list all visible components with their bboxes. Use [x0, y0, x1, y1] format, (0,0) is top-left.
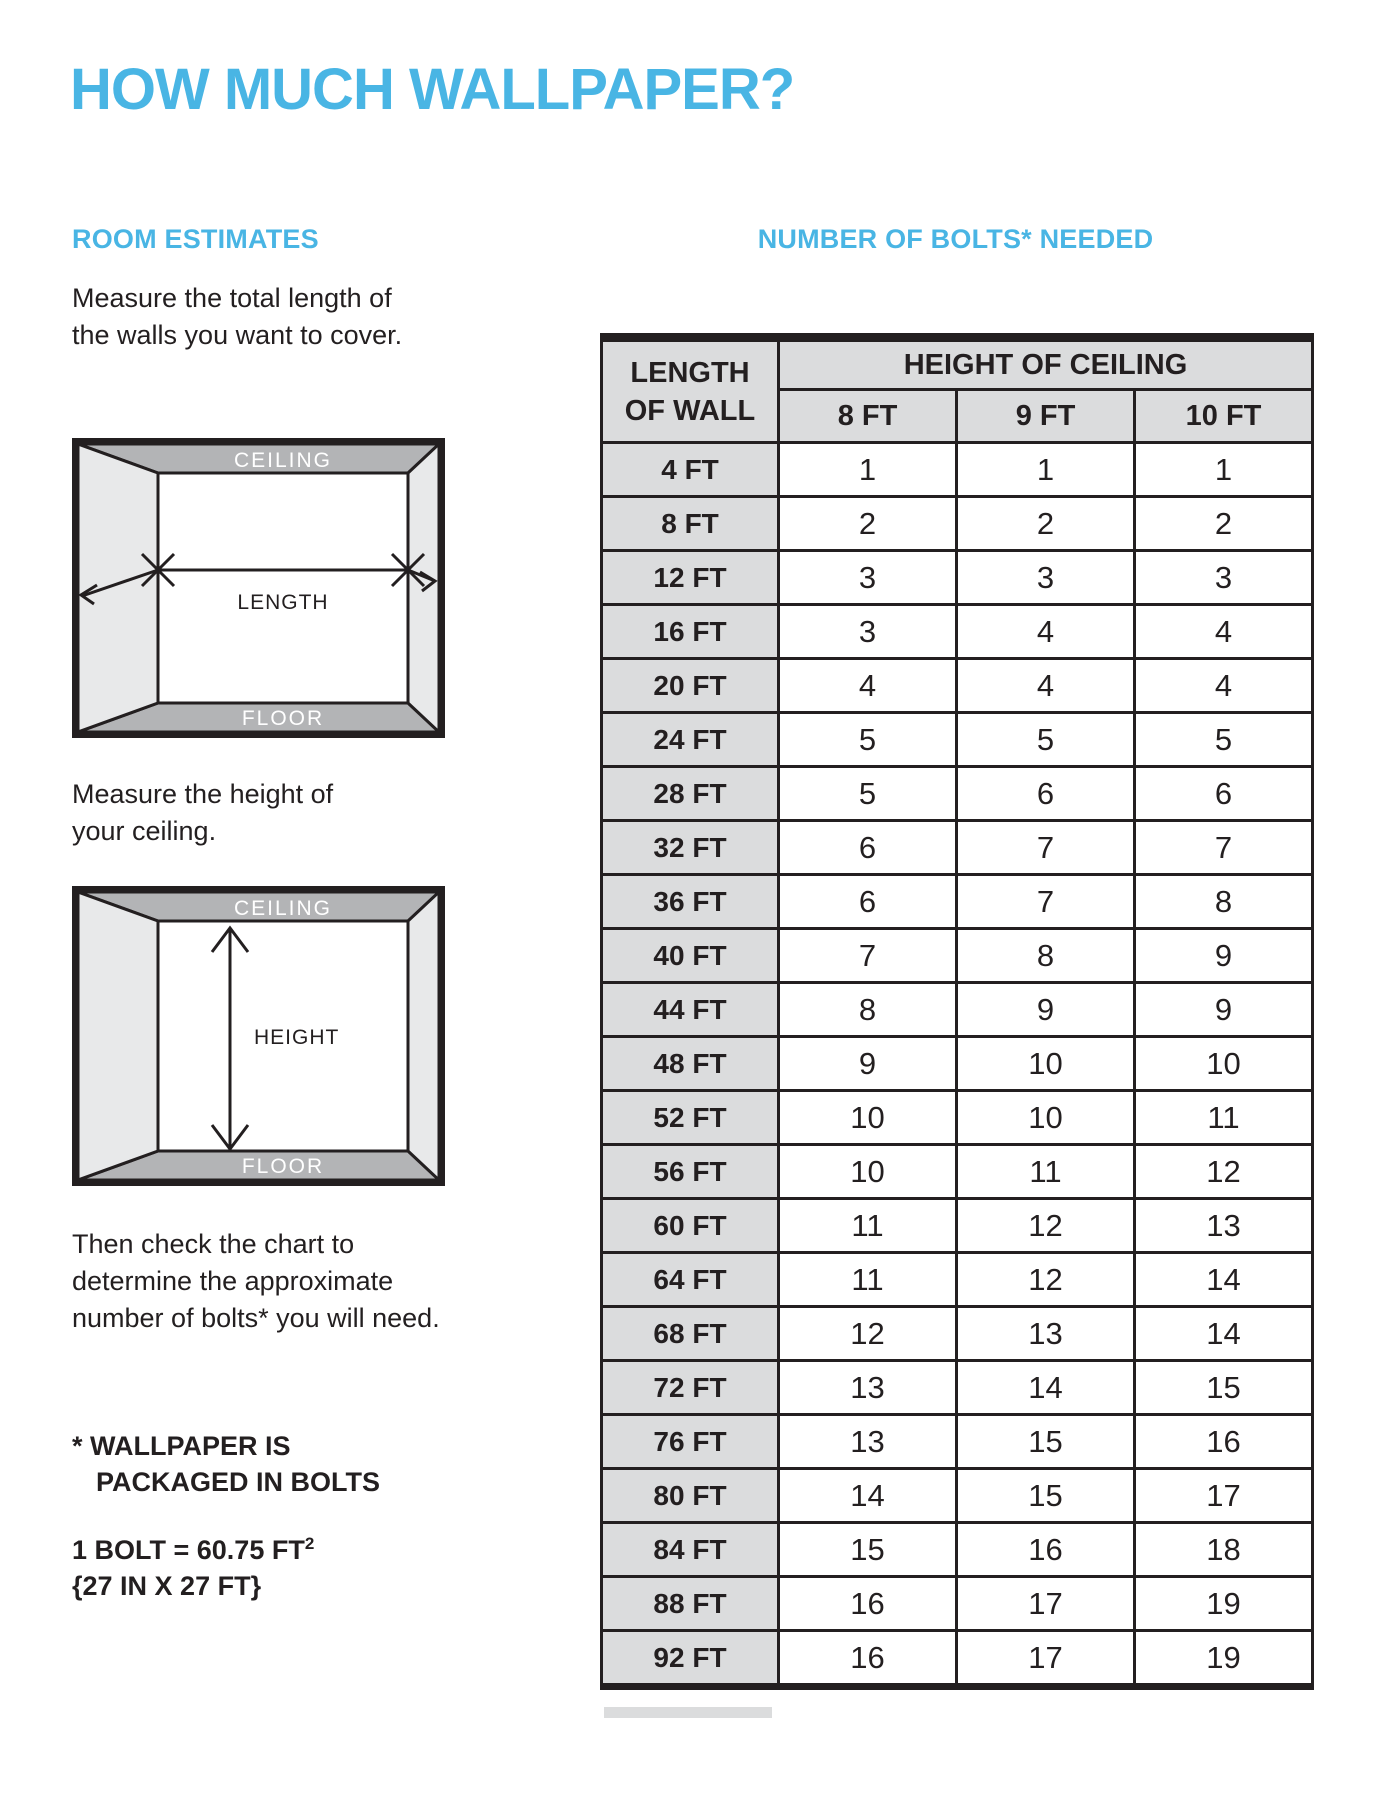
- table-bottom-sliver: [604, 1707, 772, 1718]
- ceiling-10ft-header: 10 FT: [1135, 390, 1313, 443]
- instruction-measure-height: [72, 776, 333, 850]
- table-row: [602, 1091, 1313, 1145]
- instruction-line: Measure the total length of: [72, 283, 392, 313]
- wall-length-cell: 64 FT: [602, 1253, 779, 1307]
- bolt-count-cell: 8: [957, 929, 1135, 983]
- wall-length-cell: 36 FT: [602, 875, 779, 929]
- wall-length-cell: 72 FT: [602, 1361, 779, 1415]
- bolt-count-cell: 4: [1135, 659, 1313, 713]
- bolt-count-cell: 13: [957, 1307, 1135, 1361]
- bolt-count-cell: 9: [1135, 983, 1313, 1037]
- bolt-count-cell: 4: [1135, 605, 1313, 659]
- footnote-line: * WALLPAPER IS: [72, 1431, 291, 1461]
- table-row: [602, 1145, 1313, 1199]
- bolt-count-cell: 16: [1135, 1415, 1313, 1469]
- bolt-count-cell: 5: [779, 713, 957, 767]
- bolt-count-cell: 11: [779, 1199, 957, 1253]
- bolt-count-cell: 10: [957, 1091, 1135, 1145]
- bolt-count-cell: 10: [779, 1145, 957, 1199]
- bolt-count-cell: 3: [779, 605, 957, 659]
- table-row: [602, 713, 1313, 767]
- bolt-count-cell: 1: [957, 443, 1135, 497]
- bolt-count-cell: 10: [779, 1091, 957, 1145]
- bolt-count-cell: 16: [957, 1523, 1135, 1577]
- bolt-count-cell: 19: [1135, 1631, 1313, 1687]
- bolt-count-cell: 7: [779, 929, 957, 983]
- instruction-line: the walls you want to cover.: [72, 320, 403, 350]
- table-row: [602, 659, 1313, 713]
- bolt-count-cell: 12: [957, 1199, 1135, 1253]
- table-row: [602, 1577, 1313, 1631]
- bolt-count-cell: 16: [779, 1577, 957, 1631]
- squared-superscript: 2: [304, 1534, 315, 1553]
- header-line: OF WALL: [624, 394, 756, 427]
- wall-length-cell: 40 FT: [602, 929, 779, 983]
- table-row: [602, 1631, 1313, 1687]
- back-wall-surface: [158, 473, 408, 703]
- wall-length-cell: 20 FT: [602, 659, 779, 713]
- bolt-count-cell: 5: [1135, 713, 1313, 767]
- bolt-size-text: 1 BOLT = 60.75 FT: [72, 1535, 305, 1565]
- wall-length-cell: 52 FT: [602, 1091, 779, 1145]
- bolt-count-cell: 5: [779, 767, 957, 821]
- wall-length-cell: 4 FT: [602, 443, 779, 497]
- bolt-count-cell: 18: [1135, 1523, 1313, 1577]
- bolt-count-cell: 13: [779, 1361, 957, 1415]
- wall-length-cell: 28 FT: [602, 767, 779, 821]
- instruction-line: Measure the height of: [72, 779, 334, 809]
- bolt-count-cell: 5: [957, 713, 1135, 767]
- bolt-count-cell: 11: [779, 1253, 957, 1307]
- table-row: [602, 1253, 1313, 1307]
- bolt-count-cell: 17: [957, 1577, 1135, 1631]
- bolt-table-head: [602, 338, 1313, 443]
- bolt-count-cell: 12: [1135, 1145, 1313, 1199]
- ceiling-label: CEILING: [233, 897, 333, 920]
- table-header-row: [602, 338, 1313, 390]
- bolt-size-line: {27 IN X 27 FT}: [72, 1571, 262, 1601]
- ceiling-9ft-header: 9 FT: [957, 390, 1135, 443]
- table-row: [602, 605, 1313, 659]
- wall-length-cell: 56 FT: [602, 1145, 779, 1199]
- bolt-count-cell: 14: [779, 1469, 957, 1523]
- wall-length-cell: 24 FT: [602, 713, 779, 767]
- bolt-count-cell: 3: [957, 551, 1135, 605]
- bolt-count-cell: 7: [957, 875, 1135, 929]
- bolt-count-cell: 9: [1135, 929, 1313, 983]
- wall-length-cell: 8 FT: [602, 497, 779, 551]
- wall-length-cell: 32 FT: [602, 821, 779, 875]
- bolt-count-cell: 14: [1135, 1253, 1313, 1307]
- table-row: [602, 551, 1313, 605]
- bolt-count-cell: 13: [779, 1415, 957, 1469]
- table-row: [602, 983, 1313, 1037]
- bolt-size-info: [72, 1526, 314, 1604]
- instruction-line: number of bolts* you will need.: [72, 1303, 440, 1333]
- bolts-footnote: [72, 1428, 380, 1500]
- instruction-check-chart: [72, 1226, 440, 1337]
- bolt-count-cell: 13: [1135, 1199, 1313, 1253]
- instruction-line: Then check the chart to: [72, 1229, 355, 1259]
- bolt-size-line: [72, 1526, 314, 1568]
- wall-length-cell: 88 FT: [602, 1577, 779, 1631]
- table-row: [602, 1469, 1313, 1523]
- footnote-line: PACKAGED IN BOLTS: [96, 1467, 381, 1497]
- room-length-diagram: [72, 438, 445, 738]
- table-row: [602, 497, 1313, 551]
- bolt-count-cell: 14: [1135, 1307, 1313, 1361]
- bolt-count-cell: 8: [779, 983, 957, 1037]
- wall-length-cell: 92 FT: [602, 1631, 779, 1687]
- left-wall-surface: [78, 892, 158, 1180]
- bolt-count-cell: 6: [957, 767, 1135, 821]
- wall-length-cell: 80 FT: [602, 1469, 779, 1523]
- bolt-count-cell: 15: [957, 1469, 1135, 1523]
- bolt-count-cell: 10: [957, 1037, 1135, 1091]
- table-row: [602, 1415, 1313, 1469]
- bolt-count-cell: 7: [1135, 821, 1313, 875]
- floor-label: FLOOR: [241, 1155, 325, 1178]
- table-row: [602, 1037, 1313, 1091]
- ceiling-8ft-header: 8 FT: [779, 390, 957, 443]
- ceiling-label: CEILING: [233, 449, 333, 472]
- bolt-count-cell: 14: [957, 1361, 1135, 1415]
- wall-length-cell: 84 FT: [602, 1523, 779, 1577]
- table-row: [602, 1307, 1313, 1361]
- bolt-count-cell: 15: [1135, 1361, 1313, 1415]
- bolt-count-cell: 3: [1135, 551, 1313, 605]
- bolt-count-cell: 4: [957, 659, 1135, 713]
- room-height-diagram: [72, 886, 445, 1186]
- room-estimates-heading: ROOM ESTIMATES: [72, 224, 319, 254]
- bolt-count-cell: 2: [957, 497, 1135, 551]
- bolt-count-cell: 4: [957, 605, 1135, 659]
- page-title: HOW MUCH WALLPAPER?: [70, 57, 795, 122]
- bolt-count-cell: 3: [779, 551, 957, 605]
- right-wall-surface: [408, 892, 439, 1180]
- wall-length-cell: 48 FT: [602, 1037, 779, 1091]
- bolt-count-cell: 7: [957, 821, 1135, 875]
- header-line: LENGTH: [630, 356, 750, 389]
- wall-length-cell: 76 FT: [602, 1415, 779, 1469]
- table-row: [602, 929, 1313, 983]
- table-row: [602, 1523, 1313, 1577]
- bolt-count-cell: 17: [1135, 1469, 1313, 1523]
- instruction-line: your ceiling.: [72, 816, 217, 846]
- bolt-count-cell: 1: [1135, 443, 1313, 497]
- height-of-ceiling-header: HEIGHT OF CEILING: [779, 338, 1313, 390]
- wall-length-cell: 60 FT: [602, 1199, 779, 1253]
- instruction-line: determine the approximate: [72, 1266, 394, 1296]
- bolt-count-cell: 15: [957, 1415, 1135, 1469]
- bolt-count-cell: 6: [779, 821, 957, 875]
- bolt-count-cell: 2: [1135, 497, 1313, 551]
- bolt-table-body: [602, 443, 1313, 1687]
- table-row: [602, 821, 1313, 875]
- wall-length-cell: 68 FT: [602, 1307, 779, 1361]
- table-row: [602, 875, 1313, 929]
- bolts-needed-heading: NUMBER OF BOLTS* NEEDED: [757, 224, 1154, 254]
- bolt-count-cell: 11: [1135, 1091, 1313, 1145]
- bolt-count-cell: 11: [957, 1145, 1135, 1199]
- height-label: HEIGHT: [254, 1026, 340, 1049]
- bolt-count-cell: 9: [779, 1037, 957, 1091]
- bolt-count-cell: 6: [1135, 767, 1313, 821]
- bolt-count-cell: 12: [779, 1307, 957, 1361]
- bolt-count-cell: 19: [1135, 1577, 1313, 1631]
- bolt-count-cell: 17: [957, 1631, 1135, 1687]
- bolt-count-cell: 12: [957, 1253, 1135, 1307]
- bolt-count-cell: 1: [779, 443, 957, 497]
- floor-label: FLOOR: [241, 707, 325, 730]
- table-row: [602, 1199, 1313, 1253]
- bolt-count-cell: 10: [1135, 1037, 1313, 1091]
- length-label: LENGTH: [237, 591, 329, 614]
- bolt-count-cell: 2: [779, 497, 957, 551]
- room-length-illustration: [78, 444, 439, 732]
- bolt-count-cell: 15: [779, 1523, 957, 1577]
- bolt-count-cell: 9: [957, 983, 1135, 1037]
- instruction-measure-length: [72, 280, 402, 354]
- wall-length-cell: 12 FT: [602, 551, 779, 605]
- table-row: [602, 767, 1313, 821]
- table-row: [602, 443, 1313, 497]
- table-row: [602, 1361, 1313, 1415]
- room-height-illustration: [78, 892, 439, 1180]
- length-of-wall-header: [602, 338, 779, 443]
- wall-length-cell: 44 FT: [602, 983, 779, 1037]
- bolt-count-cell: 8: [1135, 875, 1313, 929]
- bolt-count-cell: 16: [779, 1631, 957, 1687]
- wall-length-cell: 16 FT: [602, 605, 779, 659]
- bolt-count-cell: 6: [779, 875, 957, 929]
- bolts-table: [600, 333, 1314, 1690]
- bolt-count-cell: 4: [779, 659, 957, 713]
